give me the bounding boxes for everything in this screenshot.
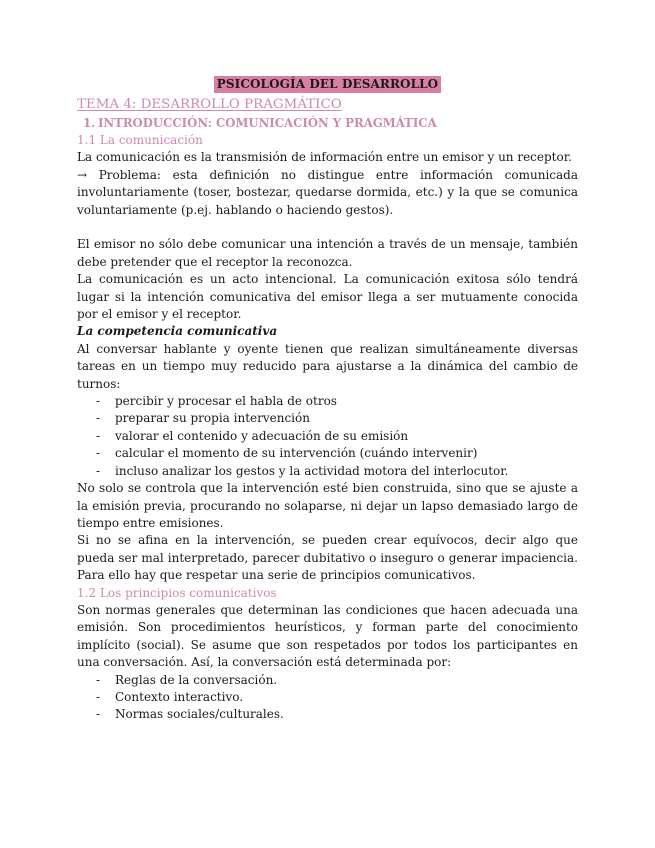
- paragraph-emisor: El emisor no sólo debe comunicar una intención a través de un mensaje, también debe pretender que el receptor la reconozca.: [77, 237, 578, 269]
- bullet-dash: -: [96, 689, 101, 704]
- list-item: - Normas sociales/culturales.: [77, 706, 578, 723]
- paragraph-afina: Si no se afina en la intervención, se pueden crear equívocos, decir algo que pueda ser mal interpretado, parecer dubitativo o inseguro o generar impaciencia. Para ello hay que respetar una serie de principios comunicativos.: [77, 533, 578, 583]
- topic-heading: TEMA 4: DESARROLLO PRAGMÁTICO: [77, 97, 342, 112]
- conversation-list: [77, 672, 578, 724]
- task-list: [77, 393, 578, 480]
- paragraph-definition: La comunicación es la transmisión de información entre un emisor y un receptor.: [77, 150, 572, 165]
- paragraph-intencional: La comunicación es un acto intencional. La comunicación exitosa sólo tendrá lugar si la intención comunicativa del emisor llega a ser mutuamente conocida por el emisor y el receptor.: [77, 272, 578, 322]
- list-item: - Reglas de la conversación.: [77, 672, 578, 689]
- bullet-dash: -: [96, 707, 101, 722]
- bullet-dash: -: [96, 411, 101, 426]
- title-row: [77, 76, 578, 95]
- list-item: - calcular el momento de su intervención (cuándo intervenir): [77, 445, 578, 462]
- bullet-dash: -: [96, 463, 101, 478]
- subsection-heading-1-1: 1.1 La comunicación: [77, 133, 203, 147]
- list-item: - valorar el contenido y adecuación de su emisión: [77, 428, 578, 445]
- bullet-dash: -: [96, 428, 101, 443]
- bullet-dash: -: [96, 446, 101, 461]
- bullet-dash: -: [96, 672, 101, 687]
- paragraph-conversar: Al conversar hablante y oyente tienen que realizan simultáneamente diversas tareas en un tiempo muy reducido para ajustarse a la dinámica del cambio de turnos:: [77, 341, 578, 391]
- list-item: - percibir y procesar el habla de otros: [77, 393, 578, 410]
- list-item: - incluso analizar los gestos y la actividad motora del interlocutor.: [77, 463, 578, 480]
- section-number: 1.: [83, 116, 96, 130]
- section-heading-1: [77, 114, 578, 132]
- document-body: [77, 76, 578, 724]
- paragraph-control: No solo se controla que la intervención esté bien construida, sino que se ajuste a la emisión previa, procurando no solaparse, ni dejar un lapso demasiado largo de tiempo entre emisiones.: [77, 481, 578, 530]
- problem-text: Problema: esta definición no distingue entre información comunicada involuntariamente (toser, bostezar, quedarse dormida, etc.) y la que se comunica voluntariamente (p.ej. hablando o haciendo gestos).: [77, 167, 578, 217]
- paragraph-normas: Son normas generales que determinan las condiciones que hacen adecuada una emisión. Son procedimientos heurísticos, y forman parte del conocimiento implícito (social). Se asume que son respetados por todos los participantes en una conversación. Así, la conversación está determinada por:: [77, 602, 578, 670]
- arrow-icon: →: [77, 167, 88, 182]
- list-item: - preparar su propia intervención: [77, 410, 578, 427]
- spacer: [77, 219, 578, 236]
- document-title: PSICOLOGÍA DEL DESARROLLO: [214, 76, 441, 93]
- list-item: - Contexto interactivo.: [77, 689, 578, 706]
- bullet-dash: -: [96, 394, 101, 409]
- section-label: INTRODUCCIÓN: COMUNICACIÓN Y PRAGMÁTICA: [98, 116, 437, 130]
- subsection-heading-1-2: 1.2 Los principios comunicativos: [77, 585, 277, 600]
- paragraph-problem: [77, 167, 578, 219]
- heading-competencia: La competencia comunicativa: [77, 324, 278, 339]
